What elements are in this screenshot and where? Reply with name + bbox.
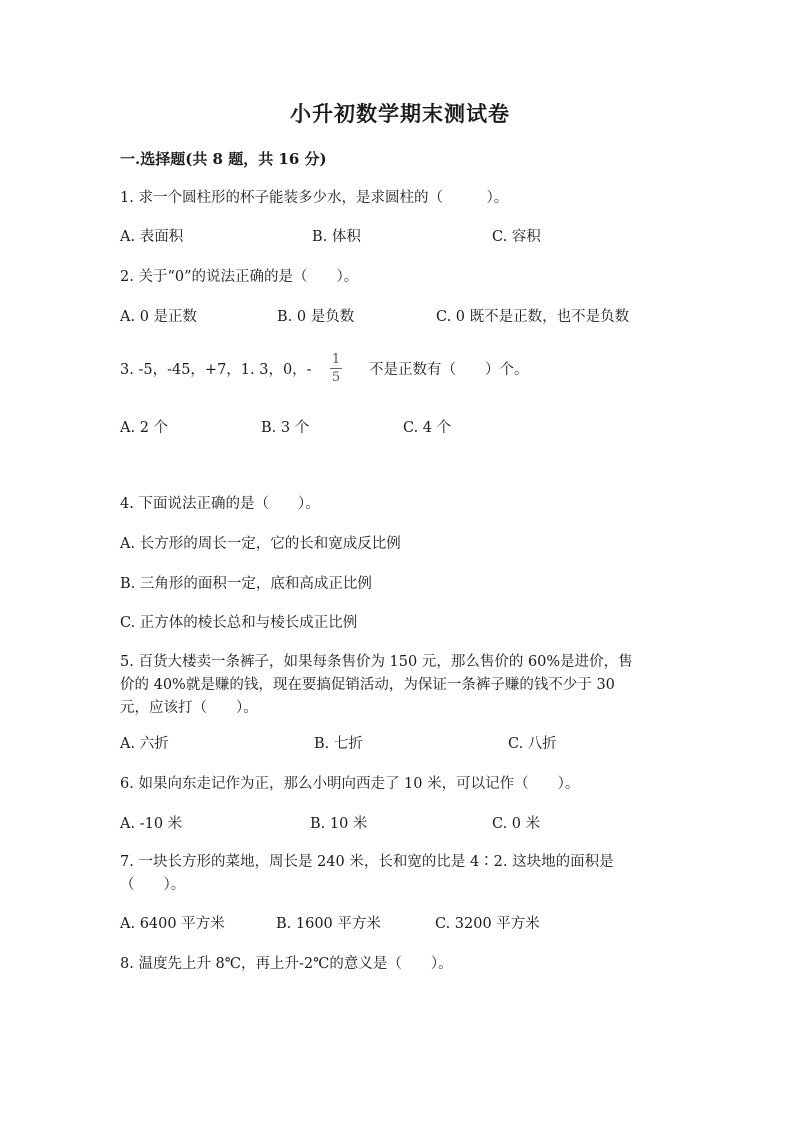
question-7-option-c: C. 3200 平方米 bbox=[435, 916, 540, 932]
question-6-stem: 6. 如果向东走记作为正，那么小明向西走了 10 米，可以记作（ ）。 bbox=[120, 776, 580, 792]
question-5-stem-line-3: 元，应该打（ ）。 bbox=[120, 700, 258, 716]
section-heading: 一.选择题(共 8 题，共 16 分) bbox=[120, 150, 327, 168]
question-4-option-c: C. 正方体的棱长总和与棱长成正比例 bbox=[120, 615, 358, 631]
question-3-option-c: C. 4 个 bbox=[403, 420, 452, 436]
question-4-option-a: A. 长方形的周长一定，它的长和宽成反比例 bbox=[120, 536, 401, 552]
question-3-stem-suffix: 不是正数有（ ）个。 bbox=[369, 362, 529, 378]
question-2-option-c: C. 0 既不是正数，也不是负数 bbox=[436, 309, 630, 325]
question-1-option-b: B. 体积 bbox=[312, 229, 361, 245]
question-5-option-b: B. 七折 bbox=[314, 736, 363, 752]
question-3-option-b: B. 3 个 bbox=[261, 420, 310, 436]
question-6-option-c: C. 0 米 bbox=[492, 816, 541, 832]
page-title: 小升初数学期末测试卷 bbox=[290, 101, 510, 126]
question-5-stem-line-1: 5. 百货大楼卖一条裤子，如果每条售价为 150 元，那么售价的 60%是进价，售 bbox=[120, 654, 633, 670]
question-5-option-a: A. 六折 bbox=[120, 736, 169, 752]
question-7-option-b: B. 1600 平方米 bbox=[276, 916, 381, 932]
question-2-stem: 2. 关于“0”的说法正确的是（ ）。 bbox=[120, 269, 359, 285]
question-1-stem: 1. 求一个圆柱形的杯子能装多少水，是求圆柱的（ ）。 bbox=[120, 190, 509, 206]
question-2-option-b: B. 0 是负数 bbox=[277, 309, 355, 325]
fraction-numerator: 1 bbox=[331, 352, 341, 367]
question-5-option-c: C. 八折 bbox=[508, 736, 557, 752]
question-3-stem-prefix: 3. -5，-45，+7，1. 3，0，- bbox=[120, 362, 312, 378]
question-7-stem-line-1: 7. 一块长方形的菜地，周长是 240 米，长和宽的比是 4∶2. 这块地的面积是 bbox=[120, 854, 614, 870]
question-2-option-a: A. 0 是正数 bbox=[120, 309, 198, 325]
question-6-option-a: A. -10 米 bbox=[120, 816, 183, 832]
fraction-denominator: 5 bbox=[331, 370, 341, 385]
question-6-option-b: B. 10 米 bbox=[310, 816, 368, 832]
question-4-option-b: B. 三角形的面积一定，底和高成正比例 bbox=[120, 576, 372, 592]
question-7-stem-line-2: （ ）。 bbox=[120, 877, 186, 893]
question-7-option-a: A. 6400 平方米 bbox=[120, 916, 225, 932]
question-1-option-a: A. 表面积 bbox=[120, 229, 184, 245]
question-1-option-c: C. 容积 bbox=[492, 229, 541, 245]
question-5-stem-line-2: 价的 40%就是赚的钱，现在要搞促销活动，为保证一条裤子赚的钱不少于 30 bbox=[120, 677, 615, 693]
question-4-stem: 4. 下面说法正确的是（ ）。 bbox=[120, 496, 320, 512]
fraction-bar bbox=[330, 368, 342, 369]
fraction-one-fifth bbox=[328, 352, 344, 385]
question-3-option-a: A. 2 个 bbox=[120, 420, 169, 436]
question-8-stem: 8. 温度先上升 8℃，再上升-2℃的意义是（ ）。 bbox=[120, 956, 453, 972]
